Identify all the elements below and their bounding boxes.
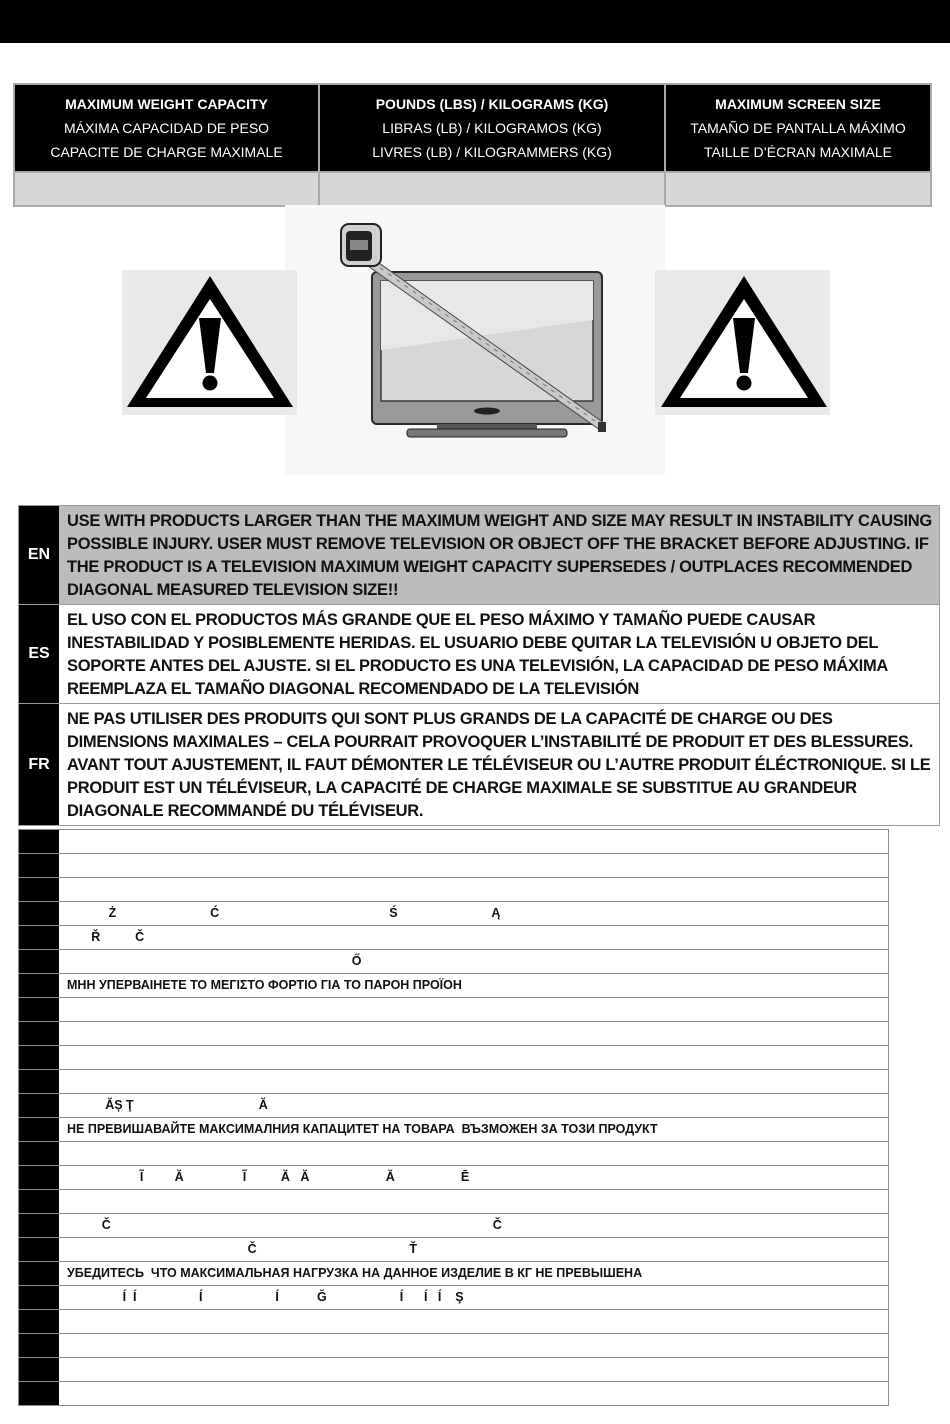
list-row — [19, 950, 888, 974]
list-row-text: НЕ ПРЕВИШАВАЙТЕ МАКСИМАЛНИЯ КАПАЦИТЕТ НА ТОВАРА ВЪЗМОЖЕН ЗА ТОЗИ ПРОДУКТ — [67, 1122, 658, 1136]
top-header-bar — [0, 0, 950, 43]
warning-triangle-icon — [122, 270, 297, 415]
header-label-es: LIBRAS (LB) / KILOGRAMOS (KG) — [382, 120, 602, 136]
list-row-text — [59, 1022, 888, 1045]
header-units — [318, 85, 664, 171]
list-row — [19, 1286, 888, 1310]
capacity-table — [13, 83, 932, 207]
header-label-es: TAMAÑO DE PANTALLA MÁXIMO — [690, 120, 906, 136]
list-row-text — [59, 1334, 888, 1357]
list-row-text — [59, 1310, 888, 1333]
list-row — [19, 902, 888, 926]
language-code-cell — [19, 1070, 59, 1093]
list-row — [19, 1070, 888, 1094]
list-row-text: Č Č — [67, 1218, 502, 1232]
language-code-cell — [19, 1334, 59, 1357]
language-code-cell — [19, 854, 59, 877]
list-row — [19, 1166, 888, 1190]
list-row — [19, 878, 888, 902]
list-row — [19, 1262, 888, 1286]
list-row — [19, 1190, 888, 1214]
list-row-text: Ż Ć Ś Ą — [67, 906, 501, 920]
language-code-cell — [19, 1382, 59, 1405]
header-screen-size — [664, 85, 930, 171]
language-code: ES — [19, 605, 59, 703]
language-code-cell — [19, 1262, 59, 1285]
header-label-en: MAXIMUM WEIGHT CAPACITY — [65, 96, 268, 112]
language-code-cell — [19, 1358, 59, 1381]
language-code-cell — [19, 1094, 59, 1117]
language-code: FR — [19, 704, 59, 825]
header-label-en: MAXIMUM SCREEN SIZE — [715, 96, 881, 112]
language-code-cell — [19, 950, 59, 973]
warning-text-table — [18, 505, 940, 826]
list-row — [19, 1118, 888, 1142]
language-code-cell — [19, 926, 59, 949]
list-row — [19, 1382, 888, 1405]
warning-triangle-icon — [655, 270, 830, 415]
list-row — [19, 926, 888, 950]
list-row-text — [59, 854, 888, 877]
header-weight-capacity — [15, 85, 318, 171]
list-row-text: Í Í Í Í Ğ Í Í Í Ş — [67, 1290, 464, 1304]
warning-illustration — [0, 205, 950, 480]
language-code-cell — [19, 1166, 59, 1189]
list-row-text: ĂȘ Ţ Ă — [67, 1098, 268, 1112]
warning-row-es — [19, 605, 939, 704]
list-row-text: Č Ť — [67, 1242, 418, 1256]
list-row — [19, 1358, 888, 1382]
language-code-cell — [19, 878, 59, 901]
list-row-text — [59, 1382, 888, 1405]
language-code-cell — [19, 1190, 59, 1213]
list-row — [19, 1022, 888, 1046]
language-code-cell — [19, 830, 59, 853]
list-row-text — [59, 1142, 888, 1165]
language-code-cell — [19, 1214, 59, 1237]
list-row-text: УБЕДИТЕСЬ ЧТО МАКСИМАЛЬНАЯ НАГРУЗКА НА ДАННОЕ ИЗДЕЛИЕ В КГ НЕ ПРЕВЫШЕНА — [67, 1266, 643, 1280]
list-row — [19, 998, 888, 1022]
header-label-en: POUNDS (LBS) / KILOGRAMS (KG) — [375, 96, 609, 112]
list-row-text: Ĩ Ă Ĩ Ă Ă Ă Ē — [67, 1170, 470, 1184]
list-row — [19, 1142, 888, 1166]
value-screen-size — [664, 173, 930, 205]
language-code-cell — [19, 1046, 59, 1069]
list-row-text: Ő — [67, 954, 362, 968]
list-row-text — [59, 1046, 888, 1069]
list-row-text: МНН УПЕРВАІНЕТЕ ТО МЕГІΣТО ФОРТІО ГІА ТО ПАРОН ПРОЇОН — [67, 978, 462, 992]
list-row-text — [59, 1358, 888, 1381]
list-row-text — [59, 830, 888, 853]
language-code-cell — [19, 974, 59, 997]
warning-text: USE WITH PRODUCTS LARGER THAN THE MAXIMUM WEIGHT AND SIZE MAY RESULT IN INSTABILITY CAUSING POSSIBLE INJURY. USER MUST REMOVE TELEVISION OR OBJECT OFF THE BRACKET BEFORE ADJUSTING. IF THE PRODUCT IS A TELEVISION MAXIMUM WEIGHT CAPACITY SUPERSEDES / OUTPLACES RECOMMENDED DIAGONAL MEASURED TELEVISION SIZE!! — [59, 506, 939, 604]
warning-text: EL USO CON EL PRODUCTOS MÁS GRANDE QUE EL PESO MÁXIMO Y TAMAÑO PUEDE CAUSAR INESTABILIDAD Y POSIBLEMENTE HERIDAS. EL USUARIO DEBE QUITAR LA TELEVISIÓN U OBJETO DEL SOPORTE ANTES DEL AJUSTE. SI EL PRODUCTO ES UNA TELEVISIÓN, LA CAPACIDAD DE PESO MÁXIMA REEMPLAZA EL TAMAÑO DIAGONAL RECOMENDADO DE LA TELEVISIÓN — [67, 611, 888, 698]
list-row — [19, 1094, 888, 1118]
list-row-text — [59, 998, 888, 1021]
language-code-cell — [19, 1238, 59, 1261]
header-label-fr: LIVRES (LB) / KILOGRAMMERS (KG) — [372, 144, 612, 160]
warning-row-en — [19, 506, 939, 605]
list-row — [19, 830, 888, 854]
list-row — [19, 974, 888, 998]
language-code-cell — [19, 998, 59, 1021]
capacity-table-values-row — [15, 171, 930, 205]
list-row — [19, 854, 888, 878]
warning-row-fr — [19, 704, 939, 825]
header-label-fr: TAILLE D’ÉCRAN MAXIMALE — [703, 144, 892, 160]
language-code-cell — [19, 1118, 59, 1141]
language-code-cell — [19, 1310, 59, 1333]
list-row-text — [59, 878, 888, 901]
language-code: EN — [19, 506, 59, 604]
capacity-table-header — [15, 85, 930, 171]
header-label-es: MÁXIMA CAPACIDAD DE PESO — [63, 120, 270, 136]
list-row — [19, 1334, 888, 1358]
value-weight-capacity — [15, 173, 318, 205]
value-units — [318, 173, 664, 205]
language-code-cell — [19, 1142, 59, 1165]
header-label-fr: CAPACITE DE CHARGE MAXIMALE — [50, 144, 283, 160]
multilingual-warning-list — [18, 829, 889, 1406]
list-row-text — [59, 1070, 888, 1093]
language-code-cell — [19, 1022, 59, 1045]
language-code-cell — [19, 902, 59, 925]
tv-monitor-icon — [372, 272, 602, 437]
language-code-cell — [19, 1286, 59, 1309]
list-row-text: Ř Č — [67, 930, 145, 944]
list-row — [19, 1310, 888, 1334]
list-row-text — [59, 1190, 888, 1213]
warning-text: NE PAS UTILISER DES PRODUITS QUI SONT PLUS GRANDS DE LA CAPACITÉ DE CHARGE OU DES DIMENSIONS MAXIMALES – CELA POURRAIT PROVOQUER L’INSTABILITÉ DE PRODUIT ET DES BLESSURES. AVANT TOUT AJUSTEMENT, IL FAUT DÉMONTER LE TÉLÉVISEUR OU L’AUTRE PRODUIT ÉLÉCTRONIQUE. SI LE PRODUIT EST UN TÉLÉVISEUR, LA CAPACITÉ DE CHARGE MAXIMALE SE SUBSTITUE AU GRANDEUR DIAGONALE RECOMMANDÉ DU TÉLÉVISEUR. — [67, 710, 931, 820]
list-row — [19, 1214, 888, 1238]
list-row — [19, 1238, 888, 1262]
list-row — [19, 1046, 888, 1070]
